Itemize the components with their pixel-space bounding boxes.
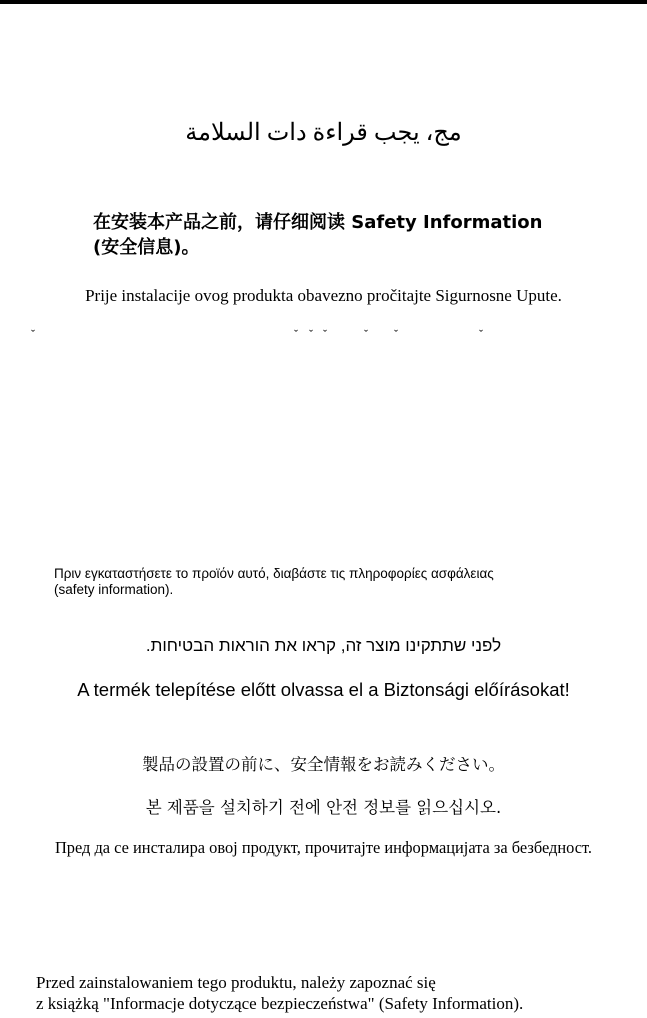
notice-korean: 본 제품을 설치하기 전에 안전 정보를 읽으십시오. — [145, 798, 502, 817]
accent-mark: ˇ — [294, 327, 298, 341]
notice-hebrew: לפני שתתקינו מוצר זה, קראו את הוראות הבטיחות. — [145, 636, 502, 655]
notice-greek-line2: (safety information). — [54, 582, 174, 597]
accent-mark: ˇ — [394, 327, 398, 341]
notice-croatian: Prije instalacije ovog produkta obavezno pročitajte Sigurnosne Upute. — [85, 286, 562, 305]
notice-chinese-line1: 在安装本产品之前，请仔细阅读 Safety Information — [93, 212, 543, 233]
notice-japanese: 製品の設置の前に、安全情報をお読みください。 — [142, 755, 505, 774]
notice-hungarian: A termék telepítése előtt olvassa el a Biztonsági előírásokat! — [77, 679, 570, 700]
accent-mark: ˇ — [31, 327, 35, 341]
accent-mark: ˇ — [323, 327, 327, 341]
notice-greek-line1: Πριν εγκαταστήσετε το προϊόν αυτό, διαβάστε τις πληροφορίες ασφάλειας — [54, 566, 494, 581]
notice-chinese-line2: (安全信息)。 — [93, 237, 200, 258]
notice-polish-line1: Przed zainstalowaniem tego produktu, należy zapoznać się — [36, 973, 436, 992]
accent-mark: ˇ — [479, 327, 483, 341]
top-rule — [0, 0, 647, 4]
notice-arabic: مج، يجب قراءة دات السلامة — [185, 120, 462, 146]
accent-mark: ˇ — [364, 327, 368, 341]
notice-polish-line2: z książką "Informacje dotyczące bezpieczeństwa" (Safety Information). — [36, 994, 524, 1013]
notice-macedonian: Пред да се инсталира овој продукт, прочитајте информацијата за безбедност. — [54, 838, 593, 857]
accent-mark: ˇ — [309, 327, 313, 341]
